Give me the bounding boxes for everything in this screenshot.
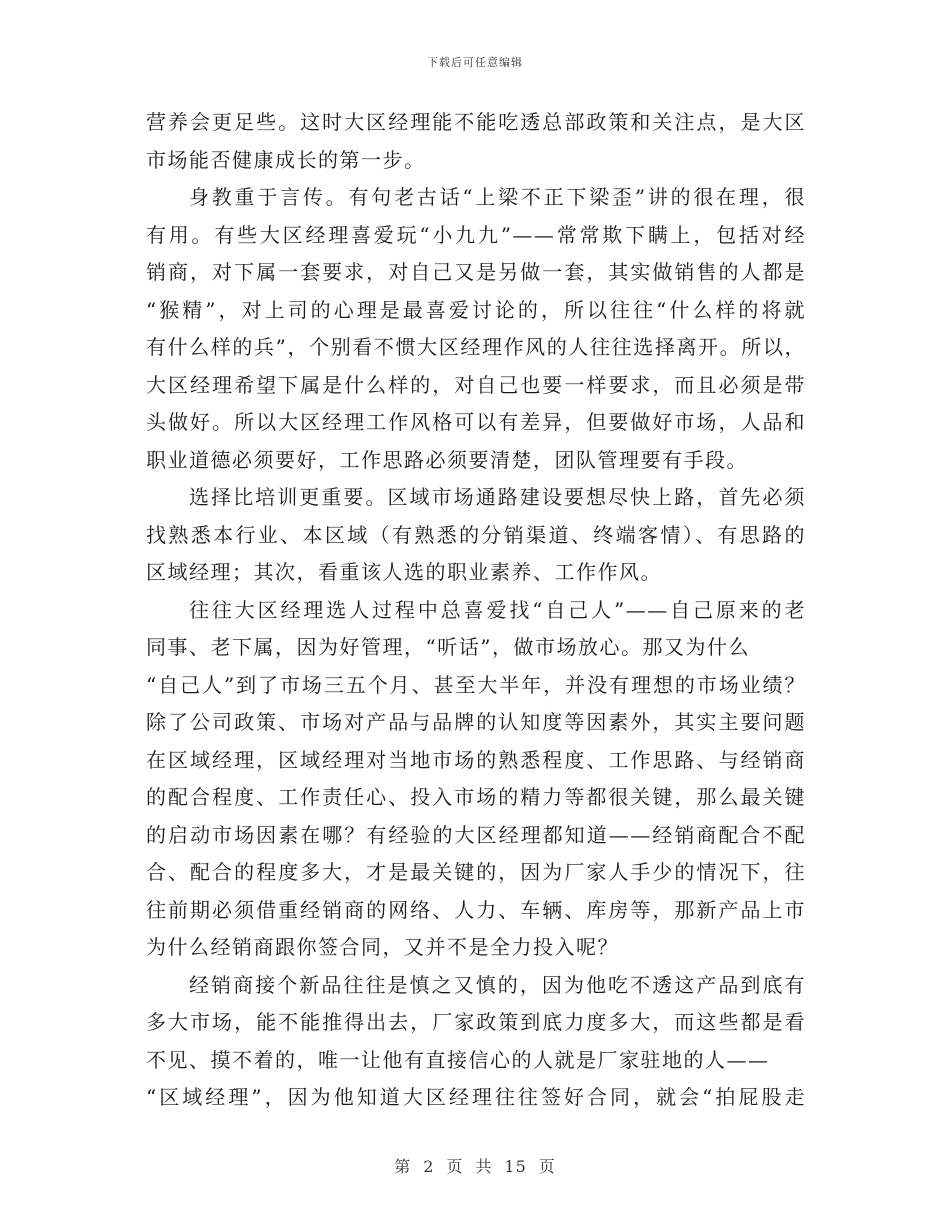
text-line: 为什么经销商跟你签合同，又并不是全力投入呢？ bbox=[146, 935, 619, 959]
paragraph bbox=[146, 592, 806, 967]
text-line: 不见、摸不着的，唯一让他有直接信心的人就是厂家驻地的人—— bbox=[146, 1047, 770, 1072]
text-line: 往往大区经理选人过程中总喜爱找“自己人”——自己原来的老 bbox=[189, 597, 806, 622]
text-line: 合、配合的程度多大，才是最关键的，因为厂家人手少的情况下，往 bbox=[146, 860, 806, 884]
text-line: 的启动市场因素在哪？有经验的大区经理都知道——经销商配合不配 bbox=[146, 822, 806, 847]
text-line: 有什么样的兵”，个别看不惯大区经理作风的人往往选择离开。所以， bbox=[146, 335, 806, 359]
page-label-suffix: 页 bbox=[538, 1157, 556, 1176]
page-header bbox=[0, 54, 950, 70]
text-line: 市场能否健康成长的第一步。 bbox=[146, 147, 426, 172]
text-line: “自己人”到了市场三五个月、甚至大半年，并没有理想的市场业绩？ bbox=[146, 672, 806, 697]
text-line: 找熟悉本行业、本区域（有熟悉的分销渠道、终端客情）、有思路的 bbox=[146, 522, 806, 547]
header-note: 下载后可任意编辑 bbox=[427, 56, 523, 69]
text-line: 经销商接个新品往往是慎之又慎的，因为他吃不透这产品到底有 bbox=[189, 972, 806, 997]
text-line: 同事、老下属，因为好管理，“听话”，做市场放心。那又为什么 bbox=[146, 635, 750, 659]
total-pages-number: 15 bbox=[504, 1157, 527, 1176]
text-line: 头做好。所以大区经理工作风格可以有差异，但要做好市场，人品和 bbox=[146, 410, 806, 434]
page-footer bbox=[0, 1154, 950, 1177]
text-line: “猴精”，对上司的心理是最喜爱讨论的，所以往往“什么样的将就 bbox=[146, 297, 806, 322]
page-label-prefix: 第 bbox=[394, 1157, 412, 1176]
text-line: 区域经理；其次，看重该人选的职业素养、工作作风。 bbox=[146, 560, 662, 584]
paragraph bbox=[146, 967, 806, 1117]
page-label-mid: 页 bbox=[446, 1157, 464, 1176]
current-page-number: 2 bbox=[423, 1157, 435, 1176]
paragraph bbox=[146, 479, 806, 592]
text-line: 多大市场，能不能推得出去，厂家政策到底力度多大，而这些都是看 bbox=[146, 1010, 806, 1034]
document-body bbox=[146, 104, 806, 1117]
text-line: 职业道德必须要好，工作思路必须要清楚，团队管理要有手段。 bbox=[146, 447, 748, 472]
text-line: 身教重于言传。有句老古话“上梁不正下梁歪”讲的很在理，很 bbox=[189, 185, 806, 209]
text-line: 往前期必须借重经销商的网络、人力、车辆、库房等，那新产品上市 bbox=[146, 897, 806, 922]
text-line: 选择比培训更重要。区域市场通路建设要想尽快上路，首先必须 bbox=[189, 485, 806, 509]
total-label: 共 bbox=[475, 1157, 493, 1176]
text-line: 销商，对下属一套要求，对自己又是另做一套，其实做销售的人都是 bbox=[146, 260, 806, 284]
text-line: 在区域经理，区域经理对当地市场的熟悉程度、工作思路、与经销商 bbox=[146, 747, 806, 772]
text-line: 有用。有些大区经理喜爱玩“小九九”——常常欺下瞒上，包括对经 bbox=[146, 222, 806, 247]
paragraph bbox=[146, 179, 806, 479]
text-line: 除了公司政策、市场对产品与品牌的认知度等因素外，其实主要问题 bbox=[146, 710, 806, 734]
text-line: “区域经理”，因为他知道大区经理往往签好合同，就会“拍屁股走 bbox=[146, 1085, 806, 1109]
text-line: 的配合程度、工作责任心、投入市场的精力等都很关键，那么最关键 bbox=[146, 785, 806, 809]
text-line: 营养会更足些。这时大区经理能不能吃透总部政策和关注点，是大区 bbox=[146, 110, 806, 134]
paragraph bbox=[146, 104, 806, 179]
text-line: 大区经理希望下属是什么样的，对自己也要一样要求，而且必须是带 bbox=[146, 372, 806, 397]
